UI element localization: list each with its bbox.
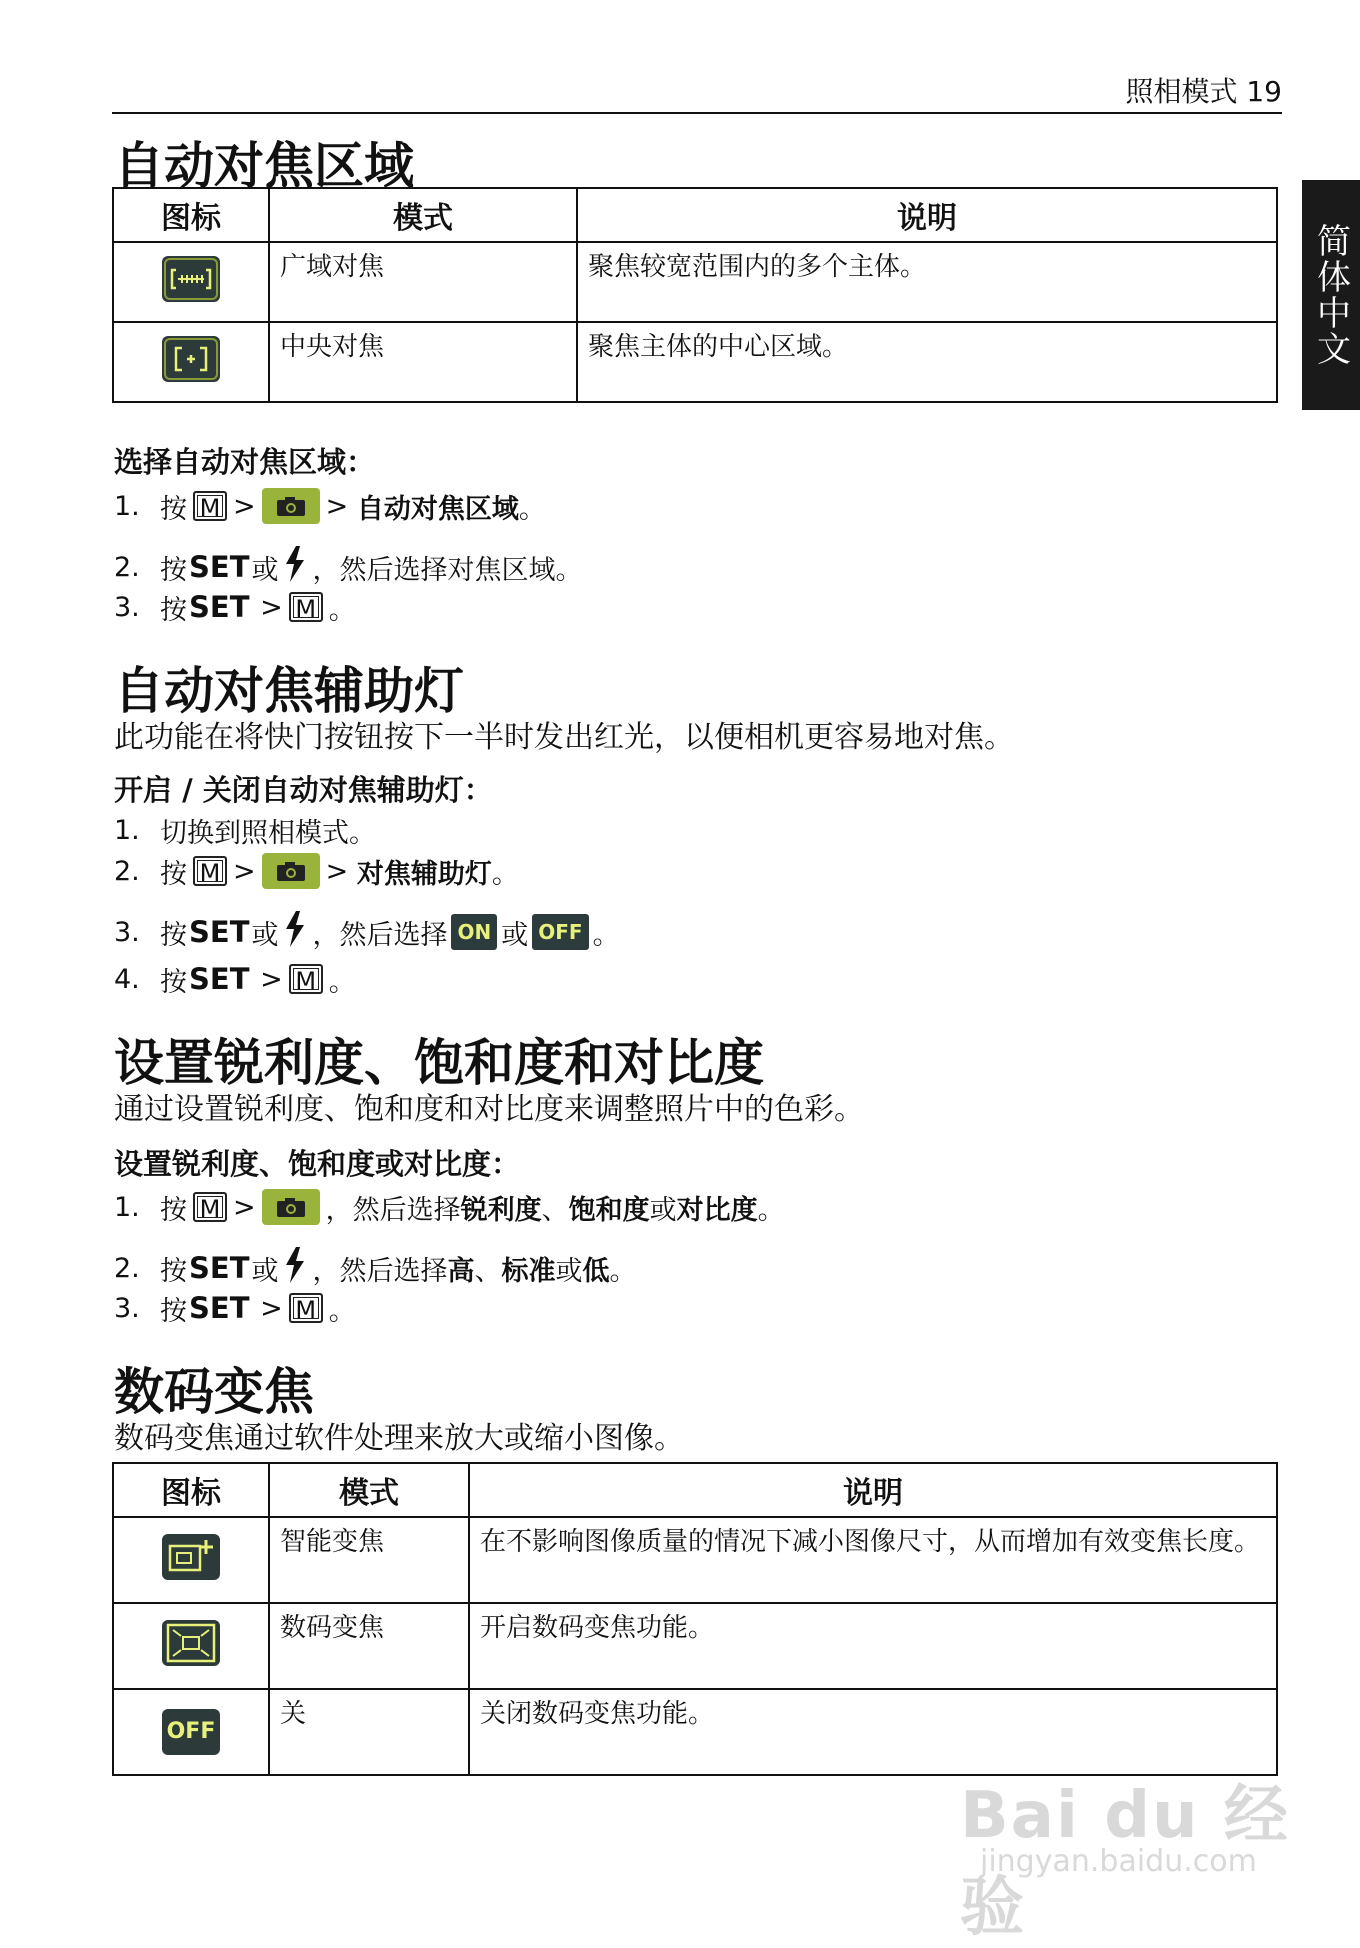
af-area-table xyxy=(112,187,1278,403)
intro-sharpness: 通过设置锐利度、饱和度和对比度来调整照片中的色彩。 xyxy=(114,1092,864,1127)
section-title-digital-zoom: 数码变焦 xyxy=(114,1363,314,1421)
col-header-mode: 模式 xyxy=(269,1463,469,1517)
desc-cell: 关闭数码变焦功能。 xyxy=(469,1689,1277,1775)
smart-zoom-icon xyxy=(162,1534,220,1580)
step-3: 3. 按 SET 或 ，然后选择 ON 或 OFF 。 xyxy=(114,910,620,954)
table-row xyxy=(113,322,1277,402)
digital-zoom-table xyxy=(112,1462,1278,1776)
procedure-title-af-assist: 开启 / 关闭自动对焦辅助灯： xyxy=(114,773,493,807)
menu-key-icon: M xyxy=(289,592,323,622)
col-header-mode: 模式 xyxy=(269,188,577,242)
flash-key-icon xyxy=(282,544,308,591)
header-page-number: 19 xyxy=(1246,75,1282,108)
page-header xyxy=(112,72,1282,114)
on-option-icon: ON xyxy=(451,914,497,950)
mode-cell: 智能变焦 xyxy=(269,1517,469,1603)
intro-digital-zoom: 数码变焦通过软件处理来放大或缩小图像。 xyxy=(114,1421,684,1456)
step-1: 1. 按 M > > 自动对焦区域 。 xyxy=(114,484,546,528)
table-row xyxy=(113,1517,1277,1603)
section-title-sharpness: 设置锐利度、饱和度和对比度 xyxy=(114,1034,764,1092)
camera-menu-icon xyxy=(262,853,320,889)
set-button-label: SET xyxy=(189,1251,250,1285)
desc-cell: 聚焦较宽范围内的多个主体。 xyxy=(577,242,1277,322)
desc-cell: 聚焦主体的中心区域。 xyxy=(577,322,1277,402)
col-header-icon: 图标 xyxy=(113,1463,269,1517)
table-header-row xyxy=(113,188,1277,242)
mode-cell: 关 xyxy=(269,1689,469,1775)
watermark-url: jingyan.baidu.com xyxy=(980,1844,1257,1879)
col-header-desc: 说明 xyxy=(577,188,1277,242)
header-section: 照相模式 xyxy=(1125,75,1238,108)
off-option-icon: OFF xyxy=(532,914,588,950)
language-tab xyxy=(1302,180,1360,410)
step-1: 1. 按 M > ，然后选择 锐利度 、 饱和度 或 对比度 。 xyxy=(114,1185,785,1229)
procedure-title-sharpness: 设置锐利度、饱和度或对比度： xyxy=(114,1147,521,1181)
set-button-label: SET xyxy=(189,550,250,584)
section-title-af-area: 自动对焦区域 xyxy=(114,137,414,195)
step-3: 3. 按 SET > M 。 xyxy=(114,1291,356,1327)
col-header-desc: 说明 xyxy=(469,1463,1277,1517)
step-2: 2. 按 SET 或 ，然后选择对焦区域。 xyxy=(114,545,582,589)
flash-key-icon xyxy=(282,909,308,956)
set-button-label: SET xyxy=(189,915,250,949)
mode-cell: 广域对焦 xyxy=(269,242,577,322)
menu-key-icon: M xyxy=(289,1293,323,1323)
section-title-af-assist: 自动对焦辅助灯 xyxy=(114,662,464,720)
desc-cell: 开启数码变焦功能。 xyxy=(469,1603,1277,1689)
watermark-logo: Bai du 经验 xyxy=(960,1779,1290,1945)
menu-key-icon: M xyxy=(193,491,227,521)
step-2: 2. 按 M > > 对焦辅助灯 。 xyxy=(114,849,519,893)
mode-cell: 数码变焦 xyxy=(269,1603,469,1689)
off-icon: OFF xyxy=(162,1709,220,1755)
camera-menu-icon xyxy=(262,1189,320,1225)
table-row xyxy=(113,1603,1277,1689)
menu-key-icon: M xyxy=(289,964,323,994)
procedure-title-af-area: 选择自动对焦区域： xyxy=(114,445,376,479)
step-1: 1. 切换到照相模式。 xyxy=(114,814,376,849)
set-button-label: SET xyxy=(189,1291,250,1325)
flash-key-icon xyxy=(282,1245,308,1292)
step-2: 2. 按 SET 或 ，然后选择 高 、 标准 或 低 。 xyxy=(114,1246,636,1290)
digital-zoom-icon xyxy=(162,1620,220,1666)
mode-cell: 中央对焦 xyxy=(269,322,577,402)
language-tab-label: 简体中文 xyxy=(1310,223,1351,367)
table-header-row xyxy=(113,1463,1277,1517)
intro-af-assist: 此功能在将快门按钮按下一半时发出红光，以便相机更容易地对焦。 xyxy=(114,720,1014,755)
table-row xyxy=(113,242,1277,322)
camera-menu-icon xyxy=(262,488,320,524)
menu-key-icon: M xyxy=(193,856,227,886)
step-3: 3. 按 SET > M 。 xyxy=(114,590,356,626)
col-header-icon: 图标 xyxy=(113,188,269,242)
wide-af-icon xyxy=(162,256,220,302)
menu-key-icon: M xyxy=(193,1192,227,1222)
center-af-icon xyxy=(162,336,220,382)
step-4: 4. 按 SET > M 。 xyxy=(114,962,356,998)
desc-cell: 在不影响图像质量的情况下减小图像尺寸，从而增加有效变焦长度。 xyxy=(469,1517,1277,1603)
set-button-label: SET xyxy=(189,590,250,624)
set-button-label: SET xyxy=(189,962,250,996)
watermark xyxy=(960,1752,1290,1945)
